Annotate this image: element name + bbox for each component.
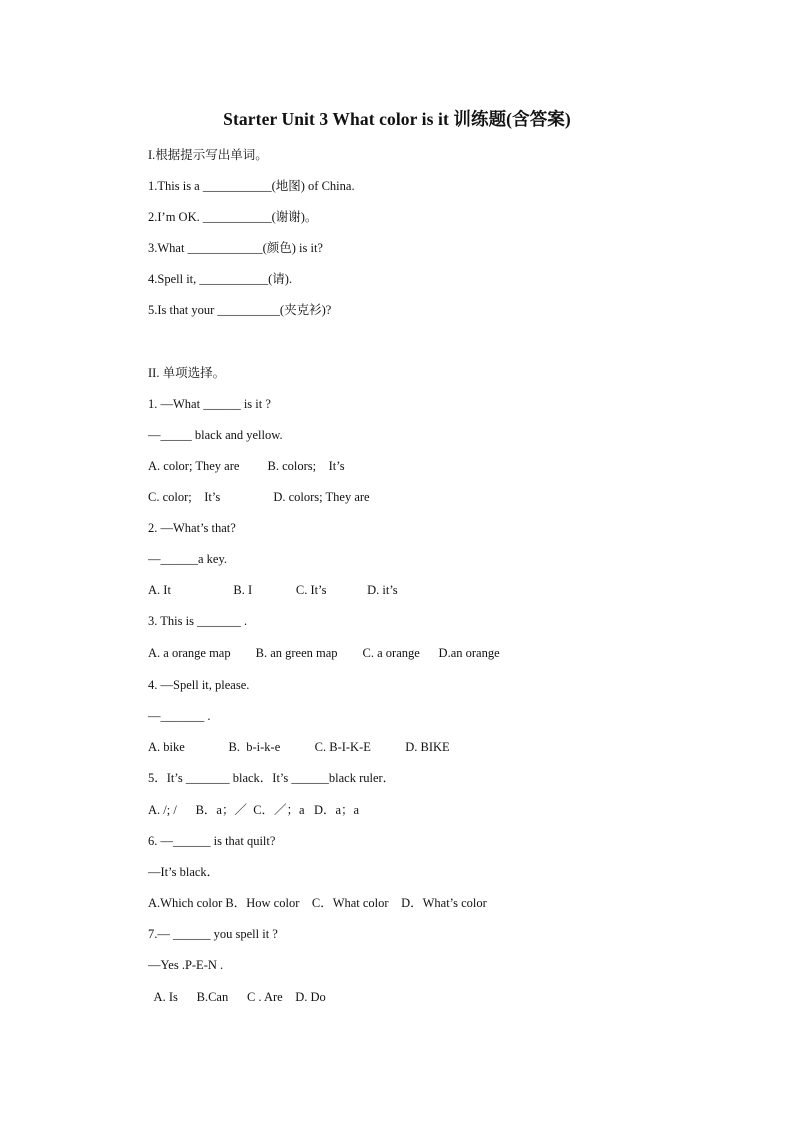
section-1-heading: I.根据提示写出单词。	[148, 148, 268, 162]
question-line: 7.— ______ you spell it ?	[148, 927, 278, 941]
section-2-heading: II. 单项选择。	[148, 366, 226, 380]
options-line: A. /; / B．a；／ C．／；a D．a；a	[148, 803, 360, 817]
question-line: —_______ .	[148, 709, 211, 723]
question-line: —_____ black and yellow.	[148, 428, 283, 442]
question-line: —______a key.	[148, 552, 228, 566]
options-line: C. color; It’s D. colors; They are	[148, 490, 370, 504]
question-line: 6. —______ is that quilt?	[148, 834, 276, 848]
section-1-item: 5.Is that your __________(夹克衫)?	[148, 303, 332, 317]
options-line: A. color; They are B. colors; It’s	[148, 459, 345, 473]
options-line: A.Which color B．How color C．What color D．What’s color	[148, 896, 487, 910]
question-line: 5．It’s _______ black．It’s ______black ruler．	[148, 771, 396, 785]
section-1-item: 4.Spell it, ___________(请).	[148, 272, 293, 286]
options-line: A. It B. I C. It’s D. it’s	[148, 583, 398, 597]
section-1-item: 1.This is a ___________(地图) of China.	[148, 179, 355, 193]
section-1-item: 2.I’m OK. ___________(谢谢)。	[148, 210, 318, 224]
question-line: 3. This is _______ .	[148, 614, 248, 628]
document-title: Starter Unit 3 What color is it 训练题(含答案)	[223, 109, 571, 129]
question-line: 4. —Spell it, please.	[148, 678, 250, 692]
question-line: 1. —What ______ is it ?	[148, 397, 271, 411]
options-line: A. Is B.Can C . Are D. Do	[148, 990, 326, 1004]
question-line: 2. —What’s that?	[148, 521, 236, 535]
options-line: A. bike B. b-i-k-e C. B-I-K-E D. BIKE	[148, 740, 450, 754]
question-line: —Yes .P-E-N .	[148, 958, 224, 972]
section-1-item: 3.What ____________(颜色) is it?	[148, 241, 323, 255]
options-line: A. a orange map B. an green map C. a orange D.an orange	[148, 646, 500, 660]
question-line: —It’s black．	[148, 865, 220, 879]
